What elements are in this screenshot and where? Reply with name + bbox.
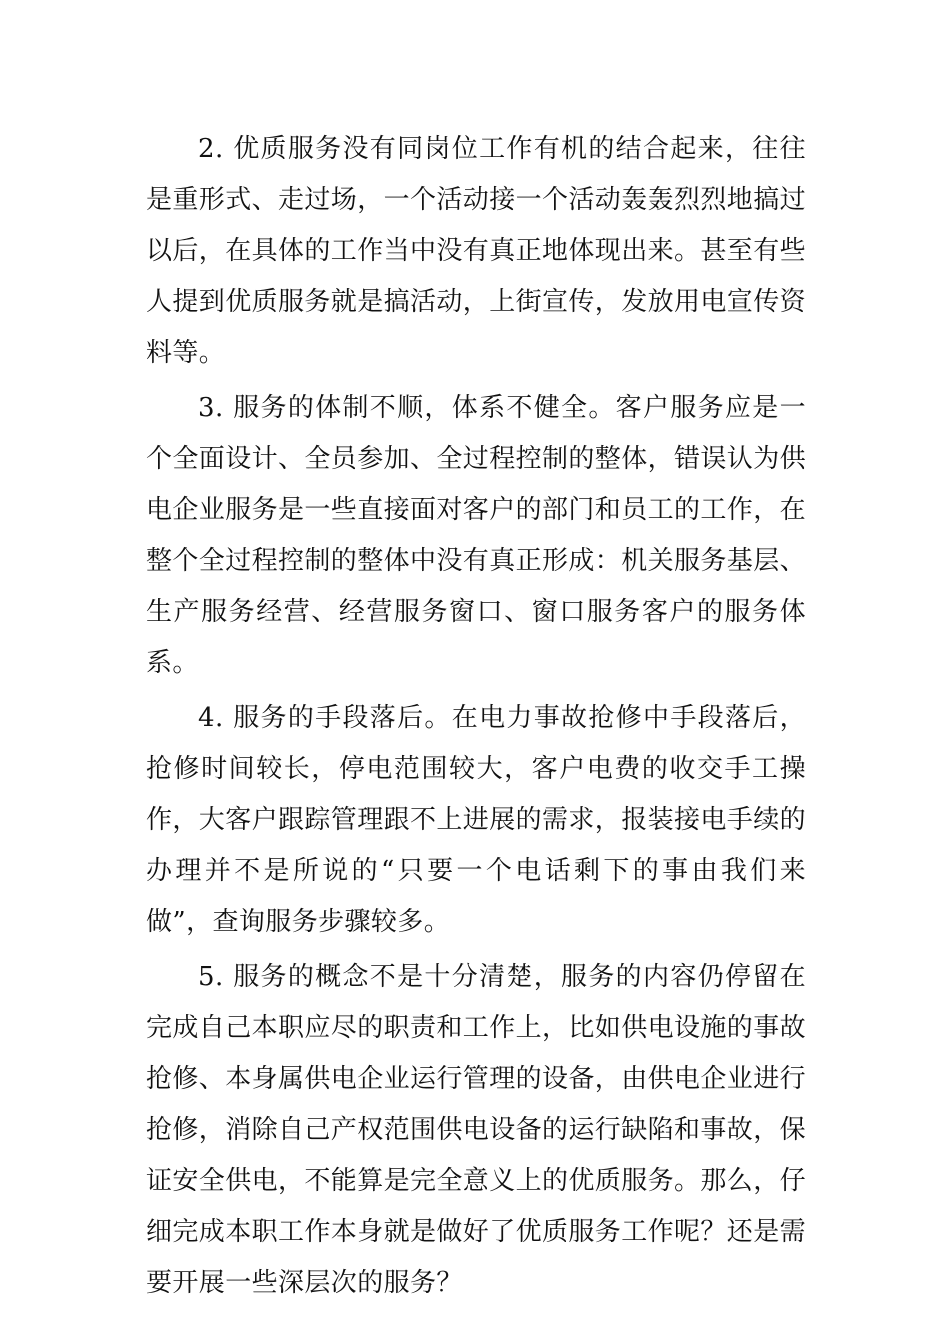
document-body (146, 124, 806, 1313)
paragraph-item-4: 4. 服务的手段落后。在电力事故抢修中手段落后，抢修时间较长，停电范围较大，客户电费的收交手工操作，大客户跟踪管理跟不上进展的需求，报装接电手续的办理并不是所说的“只要一个电话剩下的事由我们来做”，查询服务步骤较多。 (146, 703, 807, 937)
paragraph-item-2: 2. 优质服务没有同岗位工作有机的结合起来，往往是重形式、走过场，一个活动接一个活动轰轰烈烈地搞过以后，在具体的工作当中没有真正地体现出来。甚至有些人提到优质服务就是搞活动，上街宣传，发放用电宣传资料等。 (146, 134, 807, 368)
paragraph-item-5: 5. 服务的概念不是十分清楚，服务的内容仍停留在完成自己本职应尽的职责和工作上，比如供电设施的事故抢修、本身属供电企业运行管理的设备，由供电企业进行抢修，消除自己产权范围供电设备的运行缺陷和事故，保证安全供电，不能算是完全意义上的优质服务。那么，仔细完成本职工作本身就是做好了优质服务工作呢？还是需要开展一些深层次的服务？ (146, 962, 807, 1298)
paragraph-item-3: 3. 服务的体制不顺，体系不健全。客户服务应是一个全面设计、全员参加、全过程控制的整体，错误认为供电企业服务是一些直接面对客户的部门和员工的工作，在整个全过程控制的整体中没有真正形成：机关服务基层、生产服务经营、经营服务窗口、窗口服务客户的服务体系。 (146, 393, 807, 678)
